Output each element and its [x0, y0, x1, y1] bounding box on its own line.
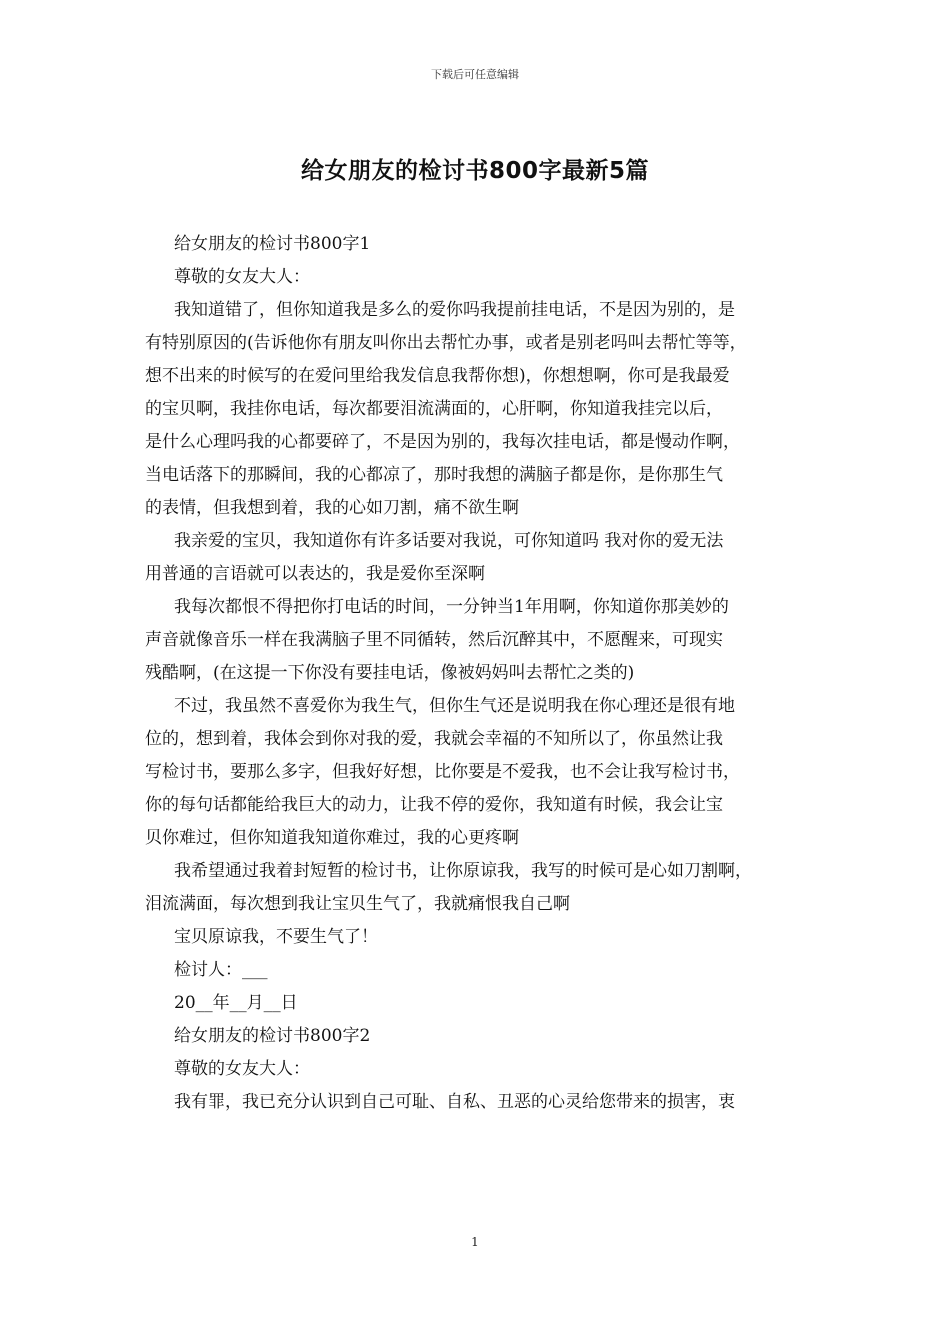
text-line: 20__年__月__日	[174, 993, 298, 1013]
text-line: 给女朋友的检讨书800字2	[174, 1026, 371, 1046]
text-line: 泪流满面，每次想到我让宝贝生气了，我就痛恨我自己啊	[145, 894, 570, 914]
text-line: 当电话落下的那瞬间，我的心都凉了，那时我想的满脑子都是你，是你那生气	[145, 465, 723, 485]
header-note: 下载后可任意编辑	[431, 68, 519, 81]
text-line: 的表情，但我想到着，我的心如刀割，痛不欲生啊	[145, 498, 519, 518]
text-line: 我知道错了，但你知道我是多么的爱你吗我提前挂电话，不是因为别的，是	[174, 300, 735, 320]
text-line: 我有罪，我已充分认识到自己可耻、自私、丑恶的心灵给您带来的损害，衷	[174, 1092, 735, 1112]
text-line: 用普通的言语就可以表达的，我是爱你至深啊	[145, 564, 485, 584]
text-line: 你的每句话都能给我巨大的动力，让我不停的爱你，我知道有时候，我会让宝	[145, 795, 723, 815]
text-line: 贝你难过，但你知道我知道你难过，我的心更疼啊	[145, 828, 519, 848]
text-line: 写检讨书，要那么多字，但我好好想，比你要是不爱我，也不会让我写检讨书，	[145, 762, 740, 782]
text-line: 尊敬的女友大人：	[174, 1059, 310, 1079]
text-line: 有特别原因的(告诉他你有朋友叫你出去帮忙办事，或者是别老吗叫去帮忙等等，	[145, 333, 747, 353]
text-line: 我亲爱的宝贝，我知道你有许多话要对我说，可你知道吗 我对你的爱无法	[174, 531, 724, 551]
text-line: 位的，想到着，我体会到你对我的爱，我就会幸福的不知所以了，你虽然让我	[145, 729, 723, 749]
text-line: 声音就像音乐一样在我满脑子里不同循转，然后沉醉其中，不愿醒来，可现实	[145, 630, 723, 650]
document-title: 给女朋友的检讨书800字最新5篇	[300, 158, 649, 184]
text-line: 是什么心理吗我的心都要碎了，不是因为别的，我每次挂电话，都是慢动作啊，	[145, 432, 740, 452]
text-line: 我每次都恨不得把你打电话的时间，一分钟当1年用啊，你知道你那美妙的	[174, 597, 729, 617]
text-line: 宝贝原谅我，不要生气了！	[174, 927, 378, 947]
text-line: 不过，我虽然不喜爱你为我生气，但你生气还是说明我在你心理还是很有地	[174, 696, 735, 716]
text-line: 检讨人：___	[174, 960, 268, 980]
text-line: 我希望通过我着封短暂的检讨书，让你原谅我，我写的时候可是心如刀割啊，	[174, 861, 752, 881]
document-body	[145, 228, 817, 1119]
text-line: 尊敬的女友大人：	[174, 267, 310, 287]
page-number: 1	[471, 1235, 479, 1249]
text-line: 残酷啊，(在这提一下你没有要挂电话，像被妈妈叫去帮忙之类的)	[145, 663, 635, 683]
text-line: 的宝贝啊，我挂你电话，每次都要泪流满面的，心肝啊，你知道我挂完以后，	[145, 399, 723, 419]
text-line: 给女朋友的检讨书800字1	[174, 234, 371, 254]
text-line: 想不出来的时候写的在爱问里给我发信息我帮你想)，你想想啊，你可是我最爱	[145, 366, 730, 386]
